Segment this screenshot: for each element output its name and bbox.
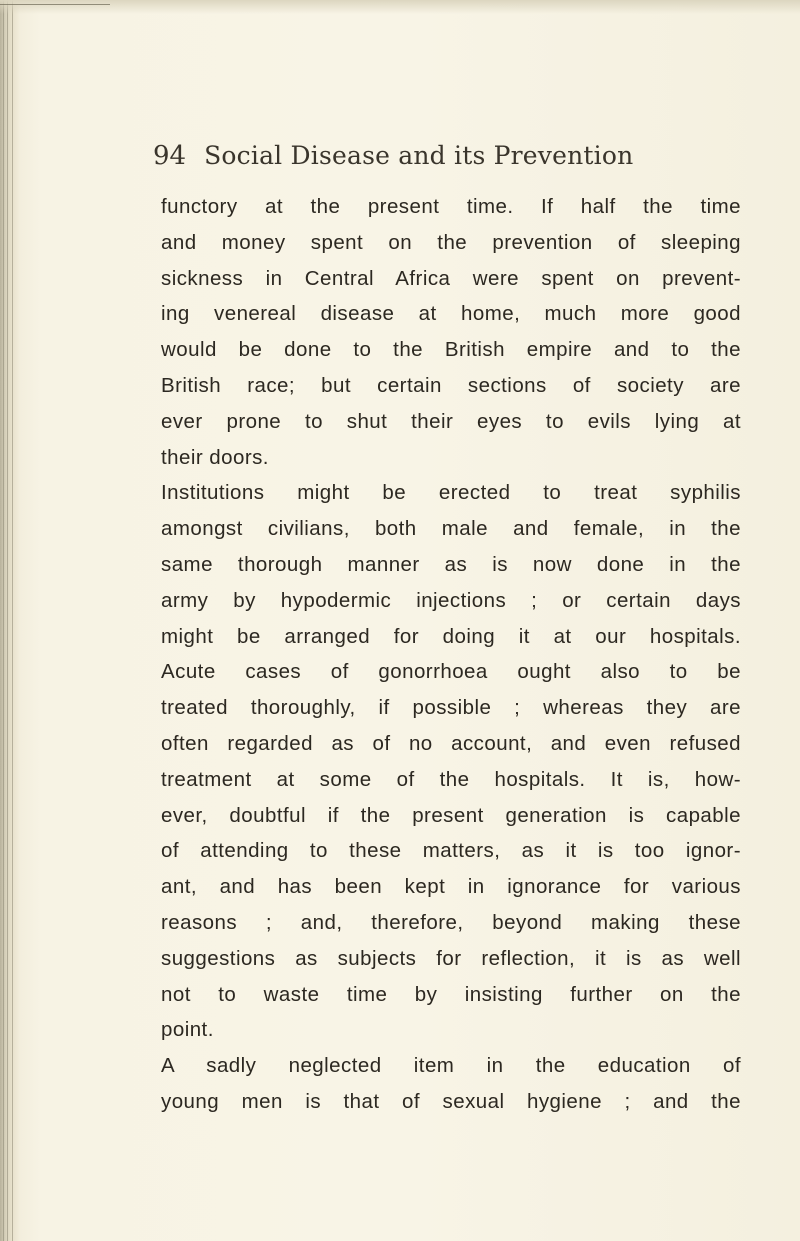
text-line: would be done to the British empire and to the (161, 338, 741, 362)
text-line: amongst civilians, both male and female, in the (161, 517, 741, 541)
corner-edge (0, 4, 110, 5)
text-line: ant, and has been kept in ignorance for various (161, 875, 741, 899)
binding-line (7, 0, 8, 1241)
text-line: same thorough manner as is now done in the (161, 552, 741, 576)
text-line: Acute cases of gonorrhoea ought also to be (161, 660, 741, 684)
text-line: British race; but certain sections of society are (161, 373, 741, 397)
text-line: sickness in Central Africa were spent on prevent- (161, 266, 741, 290)
body-text (161, 189, 741, 1120)
text-line: army by hypodermic injections ; or certain days (161, 588, 741, 612)
text-line: often regarded as of no account, and even refused (161, 731, 741, 755)
text-line: reasons ; and, therefore, beyond making these (161, 910, 741, 934)
top-fold-shadow (0, 0, 800, 14)
text-line: not to waste time by insisting further on the (161, 982, 741, 1006)
text-line: ever prone to shut their eyes to evils lying at (161, 409, 741, 433)
text-line: ing venereal disease at home, much more good (161, 302, 741, 326)
text-line: A sadly neglected item in the education of (161, 1054, 741, 1078)
binding-line (3, 0, 4, 1241)
text-line: point. (161, 1018, 214, 1042)
text-line: of attending to these matters, as it is too ignor- (161, 839, 741, 863)
text-line: might be arranged for doing it at our hospitals. (161, 624, 741, 648)
text-line: and money spent on the prevention of sleeping (161, 230, 741, 254)
running-head: Social Disease and its Prevention (204, 141, 634, 170)
binding-line (12, 0, 13, 1241)
text-line: ever, doubtful if the present generation is capable (161, 803, 741, 827)
text-line: suggestions as subjects for reflection, it is as well (161, 946, 741, 970)
text-line: Institutions might be erected to treat syphilis (161, 481, 741, 505)
text-line: treated thoroughly, if possible ; whereas they are (161, 696, 741, 720)
text-line: their doors. (161, 445, 269, 469)
page-header (153, 141, 673, 181)
page-number: 94 (153, 141, 187, 171)
text-line: functory at the present time. If half the time (161, 195, 741, 218)
text-line: young men is that of sexual hygiene ; and the (161, 1089, 741, 1113)
text-line: treatment at some of the hospitals. It is, how- (161, 767, 741, 791)
